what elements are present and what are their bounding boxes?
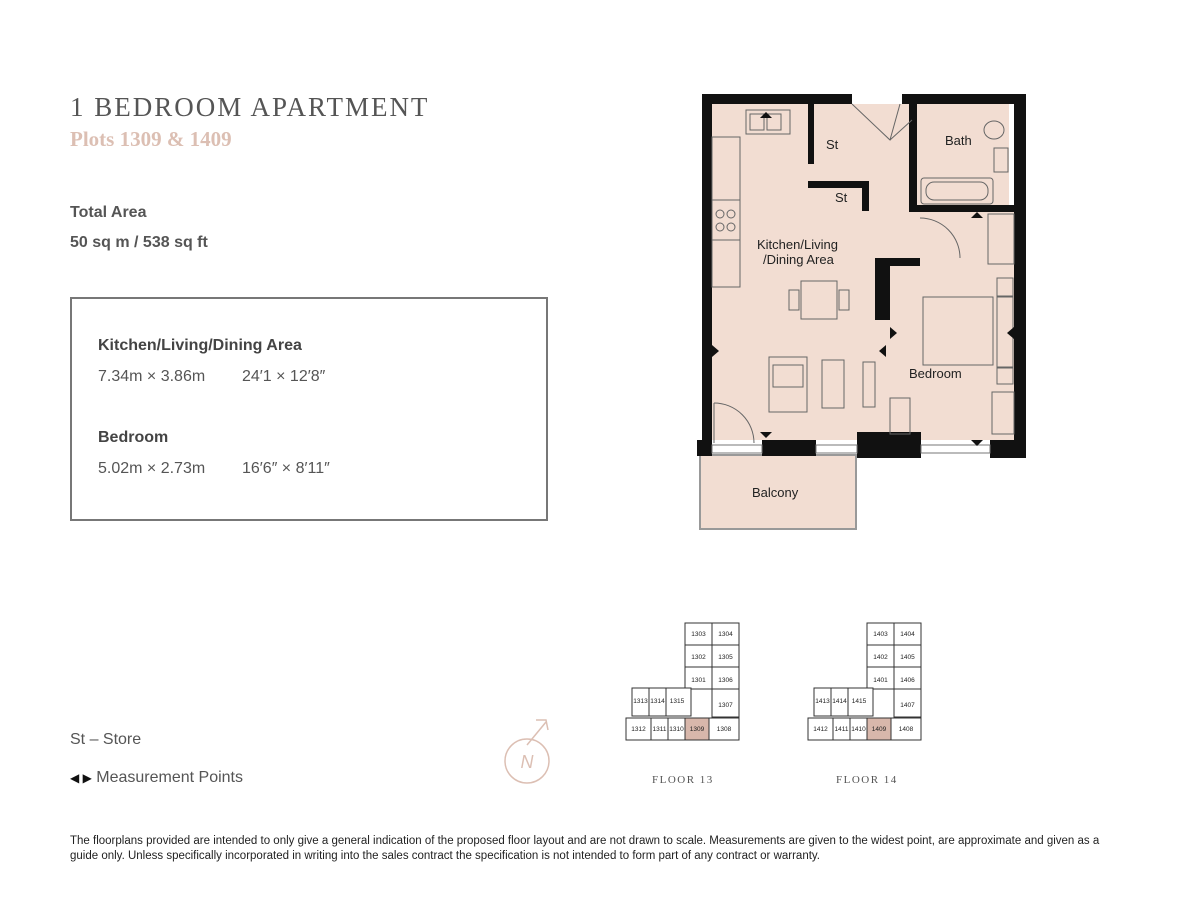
disclaimer: The floorplans provided are intended to only give a general indication of the proposed floor layout and are not drawn to scale. Measurements are given to the widest point, are approximate and given as a guide only. Unless specifically incorporated in writing into the sales contract the specification is not intended to form part of any contract or warranty.	[70, 835, 1100, 862]
svg-text:1405: 1405	[900, 654, 915, 661]
svg-text:1301: 1301	[691, 677, 706, 684]
keyplan-caption-13: FLOOR 13	[652, 774, 714, 786]
svg-text:1312: 1312	[631, 726, 646, 733]
label-kitchen-2: /Dining Area	[763, 252, 834, 267]
legend-store: St – Store	[70, 731, 142, 748]
windows	[712, 445, 990, 453]
svg-text:1309: 1309	[689, 726, 705, 733]
svg-text:1409: 1409	[871, 726, 887, 733]
svg-text:1305: 1305	[718, 654, 733, 661]
svg-text:1401: 1401	[873, 677, 888, 684]
svg-text:1407: 1407	[900, 702, 915, 709]
room-imperial-kitchen: 24′1 × 12′8″	[242, 368, 326, 385]
room-metric-bedroom: 5.02m × 2.73m	[98, 460, 206, 477]
label-bath: Bath	[945, 133, 972, 148]
compass-north-label: N	[520, 752, 534, 772]
label-bedroom: Bedroom	[909, 366, 962, 381]
keyplan-caption-14: FLOOR 14	[836, 774, 898, 786]
svg-text:1402: 1402	[873, 654, 888, 661]
svg-text:1303: 1303	[691, 631, 706, 638]
svg-text:1315: 1315	[669, 698, 685, 705]
keyplan-floor-13	[615, 615, 765, 750]
svg-text:1410: 1410	[851, 726, 866, 733]
plots-subtitle: Plots 1309 & 1409	[70, 127, 232, 151]
svg-text:1306: 1306	[718, 677, 733, 684]
label-kitchen-1: Kitchen/Living	[757, 237, 838, 252]
room-imperial-bedroom: 16′6″ × 8′11″	[242, 460, 330, 477]
svg-text:1308: 1308	[716, 726, 732, 733]
legend-measurement	[70, 769, 243, 787]
svg-text:1414: 1414	[832, 698, 847, 705]
room-dimensions-box	[70, 297, 548, 521]
room-dimensions-bedroom	[98, 460, 330, 478]
svg-text:1413: 1413	[815, 698, 830, 705]
svg-text:1412: 1412	[813, 726, 828, 733]
svg-text:1313: 1313	[633, 698, 648, 705]
svg-text:1406: 1406	[900, 677, 915, 684]
svg-text:1310: 1310	[669, 726, 684, 733]
svg-text:1408: 1408	[898, 726, 914, 733]
label-store-1: St	[826, 137, 839, 152]
svg-text:1311: 1311	[652, 726, 667, 733]
room-name-bedroom: Bedroom	[98, 429, 169, 446]
svg-text:1411: 1411	[834, 726, 849, 733]
svg-text:1302: 1302	[691, 654, 706, 661]
svg-text:1304: 1304	[718, 631, 733, 638]
svg-text:1307: 1307	[718, 702, 733, 709]
svg-text:1403: 1403	[873, 631, 888, 638]
svg-text:1314: 1314	[650, 698, 665, 705]
floor-plan	[690, 90, 1035, 535]
svg-text:1404: 1404	[900, 631, 915, 638]
room-metric-kitchen: 7.34m × 3.86m	[98, 368, 206, 385]
label-store-2: St	[835, 190, 848, 205]
room-name-kitchen: Kitchen/Living/Dining Area	[98, 337, 302, 354]
room-dimensions-kitchen	[98, 368, 325, 386]
total-area-label: Total Area	[70, 204, 147, 221]
keyplan-floor-14	[797, 615, 947, 750]
compass-icon	[498, 715, 556, 787]
legend-measurement-label: Measurement Points	[96, 769, 243, 786]
measurement-arrows-icon: ◀ ▶	[70, 771, 92, 785]
page-title: 1 BEDROOM APARTMENT	[70, 92, 430, 122]
label-balcony: Balcony	[752, 485, 799, 500]
total-area-value: 50 sq m / 538 sq ft	[70, 234, 208, 251]
svg-text:1415: 1415	[851, 698, 867, 705]
